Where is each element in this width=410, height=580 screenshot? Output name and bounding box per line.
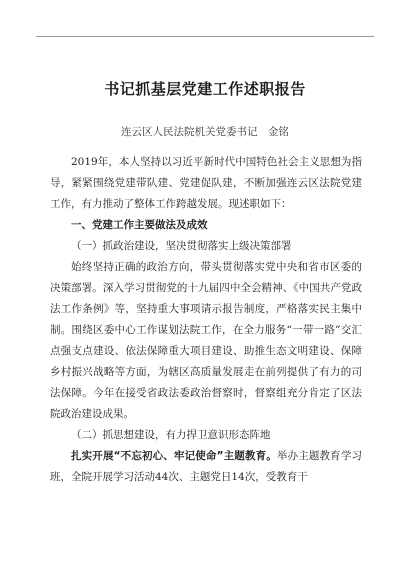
- subsection-heading-2: （二）抓思想建设，有力捍卫意识形态阵地: [71, 429, 271, 441]
- subsection-1-paragraph: 始终坚持正确的政治方向，带头贯彻落实党中央和省市区委的决策部署。深入学习贯彻党的十九届四中全会精神、《中国共产党政法工作条例》等，坚持重大事项请示报告制度，严格落实民主集中制。围绕区委中心工作谋划法院工作，在全力服务“一带一路”交汇点强支点建设、依法保障重大项目建设、助推生态文明建设、保障乡村振兴战略等方面，为辖区高质量发展走在前列提供了有力的司法保障。今年在接受省政法委政治督察时，督察组充分肯定了区法院政治建设成果。: [50, 261, 362, 420]
- subsection-2-text: 举办主题教育学习班，全院开展学习活动44次、主题党日14次，受教育干: [50, 450, 362, 483]
- subsection-2-lead: 扎实开展“不忘初心、牢记使命”主题教育。: [71, 450, 277, 462]
- header-rule: [36, 36, 374, 37]
- section-heading-1: 一、党建工作主要做法及成效: [71, 219, 208, 231]
- subsection-heading-1: （一）抓政治建设，坚决贯彻落实上级决策部署: [71, 240, 292, 252]
- intro-paragraph: 2019年，本人坚持以习近平新时代中国特色社会主义思想为指导，紧紧围绕党建带队建、党建促队建，不断加强连云区法院党建工作，有力推动了整体工作跨越发展。现述职如下：: [50, 156, 362, 210]
- page-title: 书记抓基层党建工作述职报告: [104, 80, 306, 98]
- author-line: 连云区人民法院机关党委书记 金铭: [121, 126, 289, 138]
- document-body: [50, 152, 362, 488]
- subsection-2-paragraph: [50, 446, 362, 488]
